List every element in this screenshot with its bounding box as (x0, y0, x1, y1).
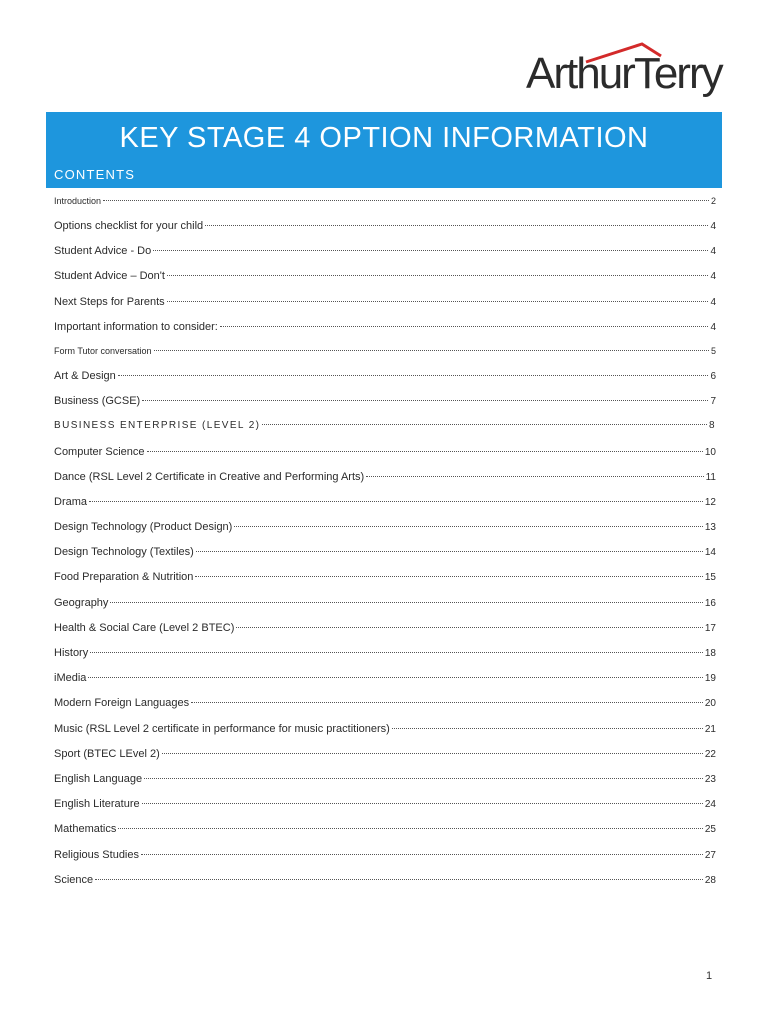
toc-entry[interactable] (54, 773, 716, 798)
toc-entry-page: 12 (704, 496, 716, 508)
toc-dot-leader (154, 349, 709, 351)
toc-entry[interactable] (54, 849, 716, 874)
toc-dot-leader (195, 575, 702, 577)
toc-entry[interactable] (54, 622, 716, 647)
toc-entry-page: 8 (709, 420, 716, 432)
toc-entry[interactable] (54, 245, 716, 270)
toc-entry-page: 14 (704, 547, 716, 559)
toc-dot-leader (366, 475, 703, 477)
toc-entry[interactable] (54, 597, 716, 622)
toc-entry-page: 24 (704, 799, 716, 811)
toc-entry[interactable] (54, 823, 716, 848)
toc-entry-label: Business (GCSE) (54, 395, 141, 408)
toc-entry-label: Mathematics (54, 823, 117, 836)
toc-entry-label: Geography (54, 596, 109, 609)
toc-entry-label: Computer Science (54, 445, 145, 458)
toc-entry-page: 5 (710, 345, 716, 356)
toc-entry-label: English Literature (54, 798, 140, 811)
toc-entry-page: 25 (704, 824, 716, 836)
toc-entry-page: 17 (704, 622, 716, 634)
toc-entry[interactable] (54, 798, 716, 823)
toc-entry-label: Modern Foreign Languages (54, 697, 190, 710)
page-title: KEY STAGE 4 OPTION INFORMATION (119, 122, 649, 154)
toc-entry-page: 22 (704, 748, 716, 760)
toc-entry-page: 4 (710, 221, 716, 232)
toc-dot-leader (88, 676, 702, 678)
toc-entry-label: Science (54, 873, 94, 886)
toc-entry-page: 7 (710, 396, 716, 408)
toc-entry[interactable] (54, 521, 716, 546)
toc-dot-leader (144, 777, 703, 779)
toc-entry-label: Health & Social Care (Level 2 BTEC) (54, 621, 235, 634)
toc-entry-page: 19 (704, 673, 716, 685)
toc-entry-page: 28 (704, 874, 716, 886)
toc-dot-leader (220, 325, 709, 327)
toc-entry-label: BUSINESS ENTERPRISE (LEVEL 2) (54, 420, 261, 432)
toc-entry-page: 20 (704, 698, 716, 710)
toc-dot-leader (147, 450, 703, 452)
toc-entry-label: Food Preparation & Nutrition (54, 571, 194, 584)
toc-dot-leader (196, 550, 703, 552)
toc-entry[interactable] (54, 196, 716, 220)
contents-heading: CONTENTS (54, 167, 136, 182)
toc-dot-leader (392, 727, 703, 729)
title-banner (46, 112, 722, 188)
toc-entry-label: Student Advice - Do (54, 245, 152, 258)
toc-dot-leader (103, 199, 709, 201)
toc-entry-page: 21 (704, 723, 716, 735)
toc-entry-page: 11 (705, 471, 716, 483)
toc-entry[interactable] (54, 370, 716, 395)
toc-entry-page: 4 (710, 296, 716, 308)
logo-wordmark: ArthurTerry (526, 49, 722, 98)
toc-entry-label: Design Technology (Product Design) (54, 521, 233, 534)
toc-dot-leader (162, 752, 703, 754)
toc-dot-leader (234, 525, 703, 527)
toc-entry-label: Art & Design (54, 369, 116, 382)
toc-entry-page: 23 (704, 773, 716, 785)
toc-entry[interactable] (54, 446, 716, 471)
toc-entry-label: Next Steps for Parents (54, 295, 165, 308)
toc-entry[interactable] (54, 270, 716, 295)
toc-entry-label: Design Technology (Textiles) (54, 546, 194, 559)
toc-entry-page: 13 (704, 522, 716, 534)
toc-dot-leader (141, 853, 703, 855)
toc-entry-page: 15 (704, 572, 716, 584)
toc-dot-leader (110, 601, 702, 603)
toc-entry[interactable] (54, 874, 716, 899)
toc-entry[interactable] (54, 571, 716, 596)
toc-entry-label: Music (RSL Level 2 certificate in performance for music practitioners) (54, 722, 390, 735)
toc-dot-leader (118, 374, 709, 376)
toc-entry[interactable] (54, 471, 716, 496)
toc-entry-label: Dance (RSL Level 2 Certificate in Creative and Performing Arts) (54, 470, 365, 483)
toc-dot-leader (90, 651, 703, 653)
toc-entry[interactable] (54, 748, 716, 773)
toc-entry-label: iMedia (54, 672, 87, 685)
toc-entry-page: 18 (704, 648, 716, 659)
toc-entry-page: 27 (704, 849, 716, 861)
toc-entry[interactable] (54, 395, 716, 420)
toc-dot-leader (191, 701, 703, 703)
toc-entry[interactable] (54, 647, 716, 672)
toc-entry[interactable] (54, 321, 716, 346)
toc-entry[interactable] (54, 296, 716, 321)
toc-entry-label: Important information to consider: (54, 320, 218, 333)
toc-entry-page: 4 (710, 246, 716, 258)
toc-entry-page: 4 (710, 321, 716, 333)
toc-dot-leader (142, 802, 703, 804)
toc-dot-leader (89, 500, 703, 502)
toc-entry-label: English Language (54, 772, 143, 785)
toc-dot-leader (142, 399, 708, 401)
toc-dot-leader (153, 249, 708, 251)
toc-entry-label: Sport (BTEC LEvel 2) (54, 747, 160, 760)
toc-entry-label: Drama (54, 495, 88, 508)
toc-entry[interactable] (54, 697, 716, 722)
toc-entry[interactable] (54, 672, 716, 697)
toc-entry-label: Student Advice – Don't (54, 270, 165, 283)
toc-dot-leader (118, 827, 703, 829)
toc-entry[interactable] (54, 546, 716, 571)
toc-entry[interactable] (54, 723, 716, 748)
toc-entry[interactable] (54, 220, 716, 245)
toc-entry-label: Introduction (54, 196, 102, 206)
toc-entry-label: Options checklist for your child (54, 220, 204, 232)
toc-dot-leader (167, 300, 709, 302)
toc-dot-leader (236, 626, 703, 628)
toc-entry-page: 6 (710, 370, 716, 382)
toc-entry-page: 10 (704, 446, 716, 458)
toc-dot-leader (205, 224, 708, 226)
toc-entry-label: Form Tutor conversation (54, 345, 152, 356)
toc-entry-page: 16 (704, 597, 716, 609)
toc-dot-leader (95, 878, 703, 880)
toc-entry-page: 4 (710, 271, 716, 283)
toc-entry-page: 2 (710, 196, 716, 206)
arthur-terry-logo (526, 40, 722, 106)
table-of-contents (54, 196, 716, 899)
toc-entry-label: History (54, 647, 89, 659)
toc-dot-leader (167, 274, 708, 276)
toc-entry[interactable] (54, 346, 716, 370)
toc-entry-label: Religious Studies (54, 848, 139, 861)
page-number: 1 (706, 970, 713, 982)
toc-entry[interactable] (54, 496, 716, 521)
toc-dot-leader (262, 423, 707, 425)
toc-entry[interactable] (54, 420, 716, 445)
